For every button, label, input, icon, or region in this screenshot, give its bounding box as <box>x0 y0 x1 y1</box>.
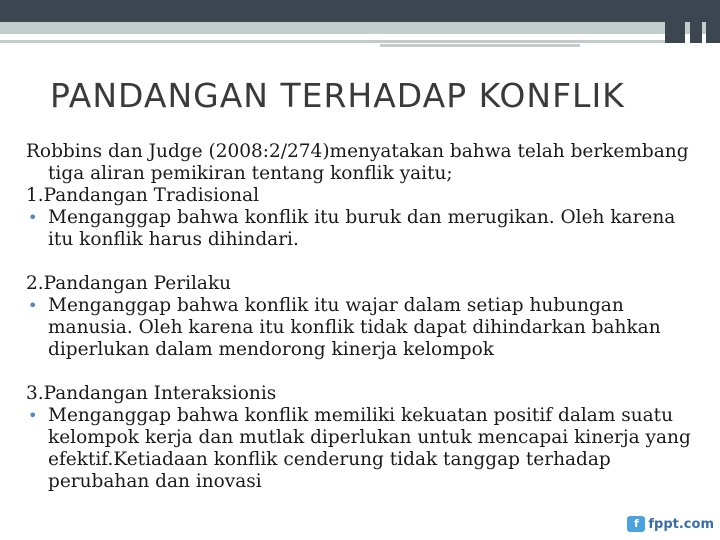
bullet-icon: • <box>28 406 38 425</box>
bullet-item-3 <box>26 405 706 493</box>
watermark-text: fppt.com <box>648 516 714 532</box>
section-heading-2: 2.Pandangan Perilaku <box>26 273 232 294</box>
bullet-text-1: Menganggap bahwa konflik itu buruk dan merugikan. Oleh karena itu konflik harus dihindari. <box>48 207 676 250</box>
bullet-icon: • <box>28 208 38 227</box>
slide-title: PANDANGAN TERHADAP KONFLIK <box>50 76 625 115</box>
intro-text: Robbins dan Judge (2008:2/274)menyatakan bahwa telah berkembang tiga aliran pemikiran tentang konflik yaitu; <box>26 141 689 184</box>
header-rule-short <box>380 44 580 47</box>
fppt-logo-icon: f <box>627 516 645 532</box>
header-band-light <box>0 22 720 34</box>
spacer <box>26 251 706 273</box>
bullet-text-2: Menganggap bahwa konflik itu wajar dalam setiap hubungan manusia. Oleh karena itu konflik tidak dapat dihindarkan bahkan diperlukan dalam mendorong kinerja kelompok <box>48 295 661 360</box>
section-heading-3: 3.Pandangan Interaksionis <box>26 383 277 404</box>
bullet-item-1 <box>26 207 706 251</box>
bullet-text-3: Menganggap bahwa konflik memiliki kekuatan positif dalam suatu kelompok kerja dan mutlak diperlukan untuk mencapai kinerja yang efektif.Ketiadaan konflik cenderung tidak tanggap terhadap perubahan dan inovasi <box>48 405 691 492</box>
spacer <box>26 361 706 383</box>
header-band-dark <box>0 0 720 22</box>
fppt-watermark <box>627 514 714 534</box>
bullet-item-2 <box>26 295 706 361</box>
section-heading-1: 1.Pandangan Tradisional <box>26 185 260 206</box>
corner-block <box>690 0 702 43</box>
header-rule <box>0 40 665 43</box>
corner-block <box>706 0 720 43</box>
corner-block <box>665 0 685 43</box>
slide-body <box>26 141 706 493</box>
bullet-icon: • <box>28 296 38 315</box>
